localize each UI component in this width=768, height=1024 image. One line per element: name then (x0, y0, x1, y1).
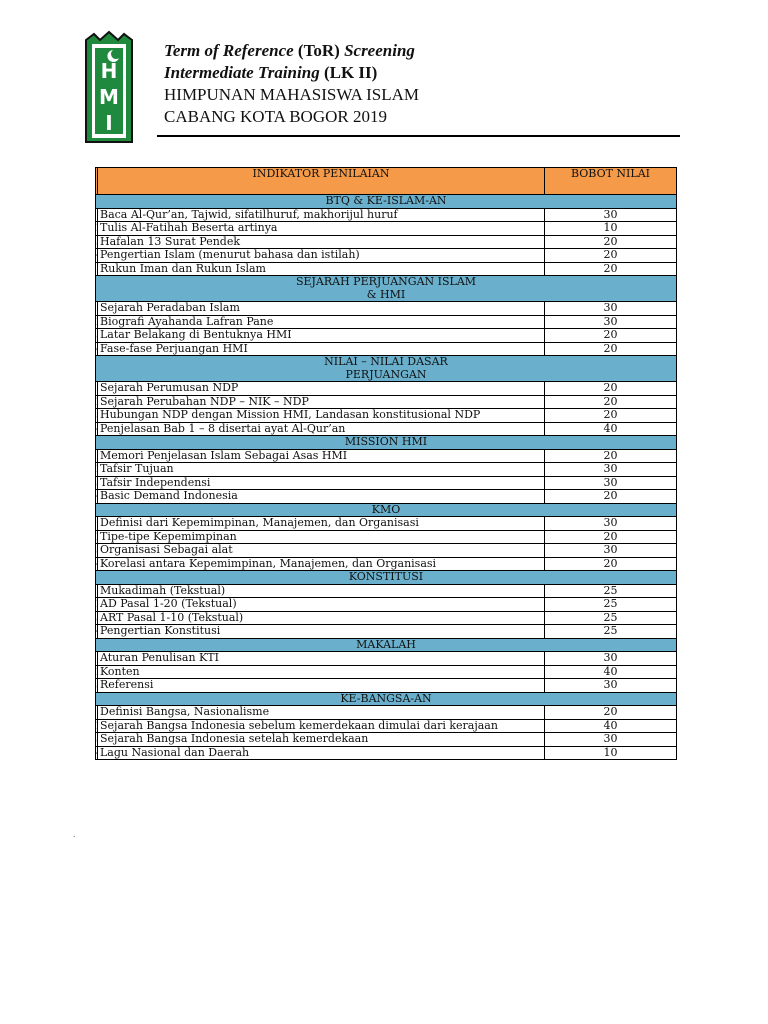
section-title-line: MISSION HMI (344, 435, 428, 448)
weight-value: 30 (545, 476, 677, 490)
weight-value: 20 (545, 329, 677, 343)
assessment-table (95, 167, 677, 760)
table-row (96, 208, 677, 222)
section-title-line: KE-BANGSA-AN (340, 692, 432, 705)
column-header-indicator: INDIKATOR PENILAIAN (98, 168, 545, 195)
column-header-weight: BOBOT NILAI (545, 168, 677, 195)
indicator-text: AD Pasal 1-20 (Tekstual) (98, 598, 545, 612)
section-title (96, 276, 677, 302)
title-abbrev: (ToR) (297, 41, 340, 60)
weight-value: 30 (545, 315, 677, 329)
indicator-text: Organisasi Sebagai alat (98, 544, 545, 558)
indicator-text: Memori Penjelasan Islam Sebagai Asas HMI (98, 449, 545, 463)
weight-value: 25 (545, 611, 677, 625)
section-title-line: KMO (371, 503, 401, 516)
weight-value: 20 (545, 409, 677, 423)
section-title-line: MAKALAH (356, 638, 416, 651)
table-header-row (96, 168, 677, 195)
weight-value: 25 (545, 598, 677, 612)
weight-value: 20 (545, 395, 677, 409)
indicator-text: Hubungan NDP dengan Mission HMI, Landasan konstitusional NDP (98, 409, 545, 423)
table-row (96, 530, 677, 544)
table-row (96, 409, 677, 423)
weight-value: 20 (545, 449, 677, 463)
section-header-row (96, 692, 677, 706)
indicator-text: Sejarah Perubahan NDP – NIK – NDP (98, 395, 545, 409)
table-row (96, 611, 677, 625)
indicator-text: Pengertian Konstitusi (98, 625, 545, 639)
weight-value: 30 (545, 302, 677, 316)
indicator-text: Latar Belakang di Bentuknya HMI (98, 329, 545, 343)
table-row (96, 315, 677, 329)
indicator-text: Tipe-tipe Kepemimpinan (98, 530, 545, 544)
section-title (96, 503, 677, 517)
svg-text:H: H (100, 59, 118, 83)
svg-text:M: M (99, 85, 119, 109)
weight-value: 25 (545, 625, 677, 639)
table-row (96, 625, 677, 639)
section-title-line: BTQ & KE-ISLAM-AN (325, 194, 447, 207)
subtitle-italic-part: Intermediate Training (164, 63, 320, 82)
section-header-row (96, 571, 677, 585)
header-divider (157, 135, 680, 137)
section-title (96, 356, 677, 382)
table-row (96, 557, 677, 571)
weight-value: 20 (545, 249, 677, 263)
weight-value: 20 (545, 382, 677, 396)
indicator-text: Sejarah Bangsa Indonesia setelah kemerdekaan (98, 733, 545, 747)
table-row (96, 746, 677, 760)
indicator-text: Sejarah Peradaban Islam (98, 302, 545, 316)
weight-value: 20 (545, 530, 677, 544)
title-line-2 (164, 62, 419, 84)
assessment-table-body (96, 168, 677, 760)
title-rest: Screening (344, 41, 415, 60)
weight-value: 20 (545, 342, 677, 356)
weight-value: 20 (545, 262, 677, 276)
weight-value: 20 (545, 706, 677, 720)
table-row (96, 706, 677, 720)
table-row (96, 395, 677, 409)
table-row (96, 719, 677, 733)
indicator-text: Sejarah Perumusan NDP (98, 382, 545, 396)
table-row (96, 342, 677, 356)
table-row (96, 302, 677, 316)
document-header (164, 40, 419, 128)
section-title-line: KONSTITUSI (348, 570, 424, 583)
indicator-text: Penjelasan Bab 1 – 8 disertai ayat Al-Qur’an (98, 422, 545, 436)
indicator-text: Lagu Nasional dan Daerah (98, 746, 545, 760)
indicator-text: Aturan Penulisan KTI (98, 652, 545, 666)
table-row (96, 222, 677, 236)
weight-value: 40 (545, 665, 677, 679)
table-row (96, 652, 677, 666)
table-row (96, 665, 677, 679)
section-header-row (96, 356, 677, 382)
section-title (96, 436, 677, 450)
section-title-line: SEJARAH PERJUANGAN ISLAM (295, 275, 477, 288)
section-title-line-2: PERJUANGAN (345, 367, 427, 381)
table-row (96, 584, 677, 598)
table-row (96, 544, 677, 558)
indicator-text: Tafsir Independensi (98, 476, 545, 490)
table-row (96, 249, 677, 263)
indicator-text: Sejarah Bangsa Indonesia sebelum kemerdekaan dimulai dari kerajaan (98, 719, 545, 733)
section-header-row (96, 195, 677, 209)
indicator-text: Baca Al-Qur’an, Tajwid, sifatilhuruf, makhorijul huruf (98, 208, 545, 222)
weight-value: 10 (545, 746, 677, 760)
indicator-text: Tulis Al-Fatihah Beserta artinya (98, 222, 545, 236)
table-row (96, 476, 677, 490)
weight-value: 30 (545, 463, 677, 477)
weight-value: 10 (545, 222, 677, 236)
table-row (96, 235, 677, 249)
indicator-text: Korelasi antara Kepemimpinan, Manajemen, dan Organisasi (98, 557, 545, 571)
organization-name: HIMPUNAN MAHASISWA ISLAM (164, 85, 420, 104)
section-header-row (96, 638, 677, 652)
title-italic-part: Term of Reference (164, 41, 294, 60)
subtitle-abbrev: (LK II) (323, 63, 378, 82)
indicator-text: Definisi dari Kepemimpinan, Manajemen, dan Organisasi (98, 517, 545, 531)
branch-name: CABANG KOTA BOGOR 2019 (164, 107, 387, 126)
section-title (96, 638, 677, 652)
indicator-text: Definisi Bangsa, Nasionalisme (98, 706, 545, 720)
section-title-line-2: & HMI (366, 287, 406, 301)
section-header-row (96, 276, 677, 302)
weight-value: 30 (545, 652, 677, 666)
weight-value: 20 (545, 235, 677, 249)
table-row (96, 733, 677, 747)
section-header-row (96, 503, 677, 517)
indicator-text: Fase-fase Perjuangan HMI (98, 342, 545, 356)
weight-value: 20 (545, 490, 677, 504)
title-line-1 (164, 40, 419, 62)
indicator-text: Basic Demand Indonesia (98, 490, 545, 504)
table-row (96, 463, 677, 477)
weight-value: 20 (545, 557, 677, 571)
table-row (96, 598, 677, 612)
weight-value: 30 (545, 517, 677, 531)
indicator-text: ART Pasal 1-10 (Tekstual) (98, 611, 545, 625)
table-row (96, 679, 677, 693)
svg-text:I: I (105, 111, 113, 135)
section-title (96, 571, 677, 585)
table-row (96, 329, 677, 343)
table-row (96, 490, 677, 504)
indicator-text: Referensi (98, 679, 545, 693)
table-row (96, 517, 677, 531)
indicator-text: Tafsir Tujuan (98, 463, 545, 477)
weight-value: 25 (545, 584, 677, 598)
weight-value: 40 (545, 719, 677, 733)
weight-value: 40 (545, 422, 677, 436)
table-row (96, 449, 677, 463)
indicator-text: Hafalan 13 Surat Pendek (98, 235, 545, 249)
table-row (96, 262, 677, 276)
indicator-text: Rukun Iman dan Rukun Islam (98, 262, 545, 276)
footnote-mark: . (73, 830, 76, 839)
indicator-text: Mukadimah (Tekstual) (98, 584, 545, 598)
table-row (96, 382, 677, 396)
section-title-line: NILAI – NILAI DASAR (324, 355, 448, 368)
weight-value: 30 (545, 208, 677, 222)
indicator-text: Biografi Ayahanda Lafran Pane (98, 315, 545, 329)
table-row (96, 422, 677, 436)
hmi-logo-icon (84, 30, 134, 144)
weight-value: 30 (545, 544, 677, 558)
weight-value: 30 (545, 733, 677, 747)
indicator-text: Konten (98, 665, 545, 679)
section-header-row (96, 436, 677, 450)
indicator-text: Pengertian Islam (menurut bahasa dan istilah) (98, 249, 545, 263)
section-title (96, 692, 677, 706)
weight-value: 30 (545, 679, 677, 693)
section-title (96, 195, 677, 209)
